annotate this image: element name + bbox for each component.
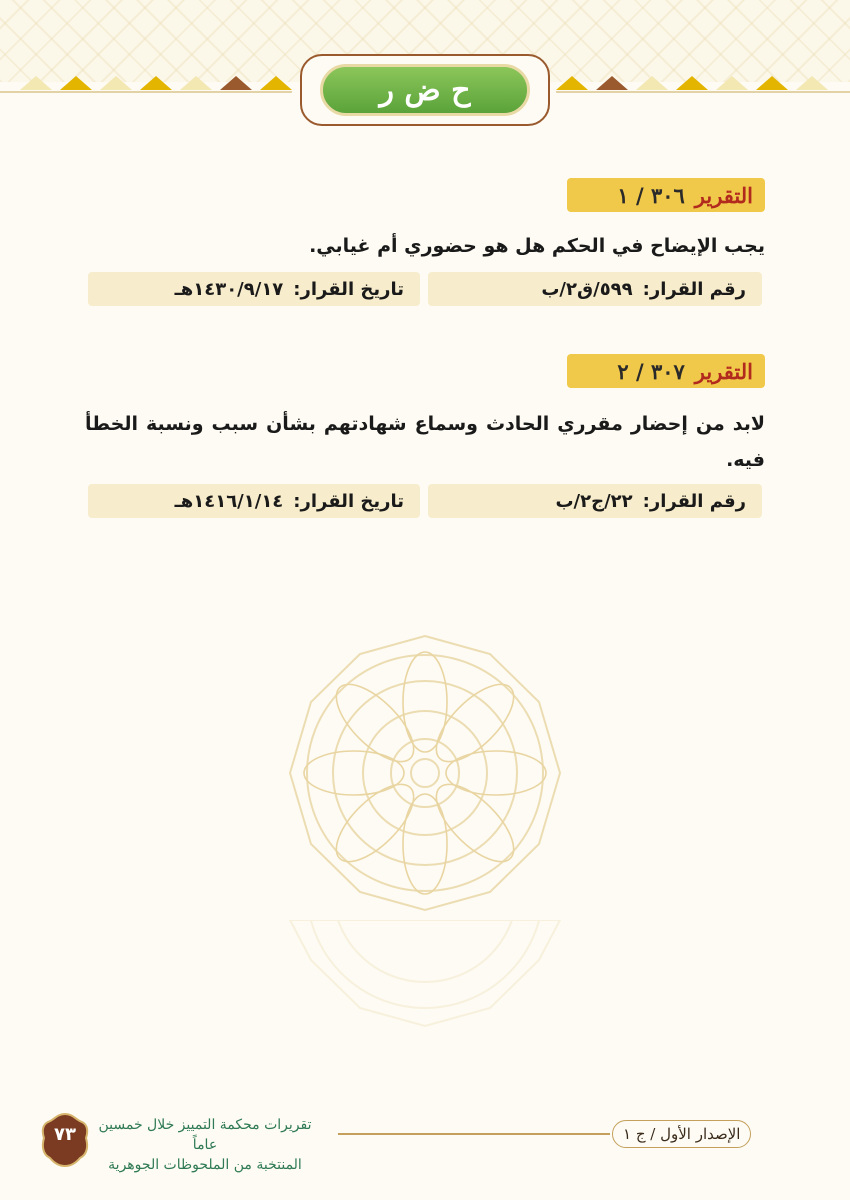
decision-date-box	[88, 484, 420, 518]
entry-label: التقرير	[694, 182, 753, 208]
book-title-line1: تقريرات محكمة التمييز خلال خمسين عاماً	[98, 1117, 312, 1153]
entry-307	[85, 354, 765, 484]
decision-number-value: ٢٢/ج٢/ب	[555, 490, 633, 512]
decision-number-label: رقم القرار:	[642, 490, 746, 512]
footer-divider	[338, 1133, 610, 1135]
decision-date-box	[88, 272, 420, 306]
entry-text: يجب الإيضاح في الحكم هل هو حضوري أم غيابي.	[309, 235, 765, 257]
entry-text: لابد من إحضار مقرري الحادث وسماع شهادتهم بشأن سبب ونسبة الخطأ فيه.	[85, 413, 765, 471]
decision-date-label: تاريخ القرار:	[293, 490, 404, 512]
decision-date-value: ١٤٣٠/٩/١٧هـ	[174, 278, 284, 300]
entry-number: ٣٠٦ / ١	[617, 182, 685, 208]
decision-number-label: رقم القرار:	[642, 278, 746, 300]
chapter-letters: ح ض ر	[320, 64, 530, 116]
entry-label: التقرير	[694, 358, 753, 384]
chapter-badge	[300, 54, 550, 126]
decision-number-value: ٥٩٩/ق٢/ب	[541, 278, 633, 300]
decision-number-box	[428, 484, 762, 518]
rosette-ornament	[284, 632, 566, 914]
decision-date-value: ١٤١٦/١/١٤هـ	[174, 490, 284, 512]
entry-number: ٣٠٧ / ٢	[617, 358, 685, 384]
edition-label: الإصدار الأول / ج ١	[612, 1120, 751, 1148]
rosette-reflection	[284, 920, 566, 1030]
entry-heading	[567, 178, 765, 212]
book-title	[95, 1115, 315, 1175]
entry-heading	[567, 354, 765, 388]
page-number: ٧٣	[54, 1124, 76, 1145]
decision-date-label: تاريخ القرار:	[293, 278, 404, 300]
book-title-line2: المنتخبة من الملحوظات الجوهرية	[108, 1157, 302, 1173]
decision-number-box	[428, 272, 762, 306]
